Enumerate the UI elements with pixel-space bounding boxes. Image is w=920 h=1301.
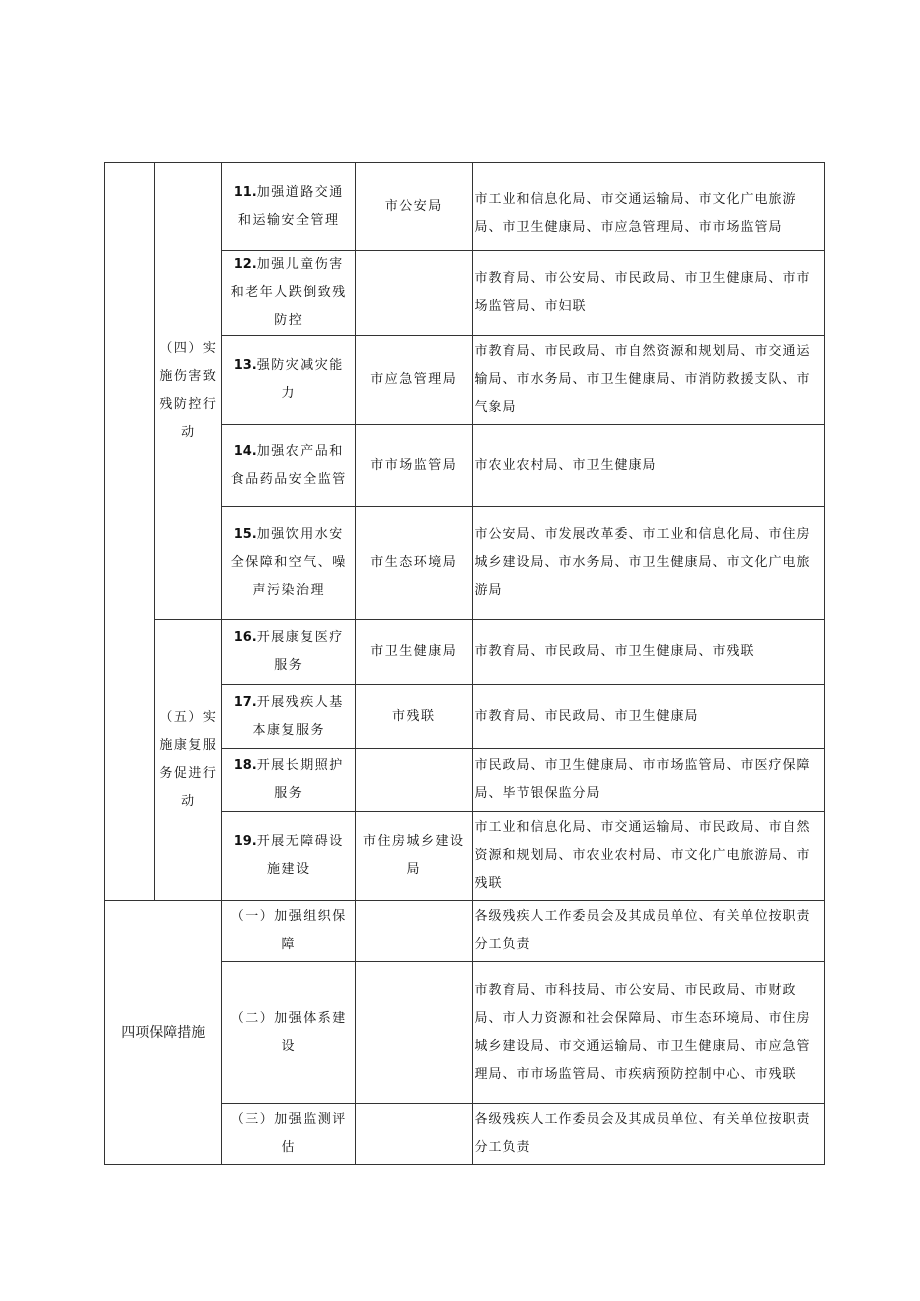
- task-number: 16.: [233, 630, 257, 645]
- task-cell: [222, 507, 356, 620]
- table-row: [105, 620, 825, 685]
- task-cell: [222, 685, 356, 749]
- category-cell-empty: [105, 163, 155, 901]
- lead-dept-cell: 市卫生健康局: [356, 620, 472, 685]
- lead-dept-cell: [356, 901, 472, 962]
- section-label-guarantees: 四项保障措施: [105, 901, 222, 1165]
- task-cell: [222, 336, 356, 425]
- lead-dept-cell: [356, 749, 472, 812]
- coop-dept-cell: 市民政局、市卫生健康局、市市场监管局、市医疗保障局、毕节银保监分局: [472, 749, 825, 812]
- coop-dept-cell: 市教育局、市民政局、市卫生健康局: [472, 685, 825, 749]
- task-text: 开展残疾人基本康复服务: [252, 694, 344, 738]
- coop-dept-cell: 市教育局、市民政局、市自然资源和规划局、市交通运输局、市水务局、市卫生健康局、市消防救援支队、市气象局: [472, 336, 825, 425]
- coop-dept-cell: 各级残疾人工作委员会及其成员单位、有关单位按职责分工负责: [472, 1104, 825, 1165]
- task-cell: [222, 425, 356, 507]
- lead-dept-cell: 市应急管理局: [356, 336, 472, 425]
- lead-dept-cell: 市生态环境局: [356, 507, 472, 620]
- coop-dept-cell: 市教育局、市科技局、市公安局、市民政局、市财政局、市人力资源和社会保障局、市生态环境局、市住房城乡建设局、市交通运输局、市卫生健康局、市应急管理局、市市场监管局、市疾病预防控制中心、市残联: [472, 962, 825, 1104]
- section-label-5: （五）实施康复服务促进行动: [155, 620, 222, 901]
- task-number: 15.: [233, 527, 257, 542]
- lead-dept-cell: 市市场监管局: [356, 425, 472, 507]
- task-text: 加强儿童伤害和老年人跌倒致残防控: [230, 257, 347, 328]
- task-cell: [222, 749, 356, 812]
- lead-dept-cell: 市公安局: [356, 163, 472, 251]
- task-number: 18.: [233, 758, 257, 773]
- table-row: [105, 163, 825, 251]
- section-label-4: （四）实施伤害致残防控行动: [155, 163, 222, 620]
- task-text: 加强农产品和食品药品安全监管: [230, 443, 347, 487]
- task-cell: [222, 620, 356, 685]
- task-text: 加强道路交通和运输安全管理: [237, 184, 344, 228]
- coop-dept-cell: 市工业和信息化局、市交通运输局、市民政局、市自然资源和规划局、市农业农村局、市文化广电旅游局、市残联: [472, 812, 825, 901]
- task-text: 开展无障碍设施建设: [256, 834, 344, 877]
- coop-dept-cell: 市农业农村局、市卫生健康局: [472, 425, 825, 507]
- task-number: 13.: [233, 358, 257, 373]
- lead-dept-cell: [356, 251, 472, 336]
- task-number: 19.: [233, 834, 257, 849]
- coop-dept-cell: 各级残疾人工作委员会及其成员单位、有关单位按职责分工负责: [472, 901, 825, 962]
- lead-dept-cell: [356, 1104, 472, 1165]
- task-text: 开展长期照护服务: [256, 758, 344, 801]
- task-cell: [222, 812, 356, 901]
- coop-dept-cell: 市教育局、市公安局、市民政局、市卫生健康局、市市场监管局、市妇联: [472, 251, 825, 336]
- measures-table: [104, 162, 825, 1165]
- lead-dept-cell: 市住房城乡建设局: [356, 812, 472, 901]
- task-cell: [222, 163, 356, 251]
- task-number: 11.: [233, 184, 257, 200]
- task-cell: [222, 251, 356, 336]
- task-text: 加强饮用水安全保障和空气、噪声污染治理: [230, 527, 347, 598]
- coop-dept-cell: 市教育局、市民政局、市卫生健康局、市残联: [472, 620, 825, 685]
- coop-dept-cell: 市工业和信息化局、市交通运输局、市文化广电旅游局、市卫生健康局、市应急管理局、市市场监管局: [472, 163, 825, 251]
- lead-dept-cell: [356, 962, 472, 1104]
- task-cell: （三）加强监测评估: [222, 1104, 356, 1165]
- task-text: 开展康复医疗服务: [256, 630, 344, 673]
- lead-dept-cell: 市残联: [356, 685, 472, 749]
- task-cell: （二）加强体系建设: [222, 962, 356, 1104]
- coop-dept-cell: 市公安局、市发展改革委、市工业和信息化局、市住房城乡建设局、市水务局、市卫生健康局、市文化广电旅游局: [472, 507, 825, 620]
- table-row: [105, 901, 825, 962]
- task-number: 12.: [233, 257, 257, 272]
- task-number: 17.: [233, 694, 257, 710]
- task-cell: （一）加强组织保障: [222, 901, 356, 962]
- task-text: 强防灾减灾能力: [256, 358, 344, 401]
- task-number: 14.: [233, 443, 257, 459]
